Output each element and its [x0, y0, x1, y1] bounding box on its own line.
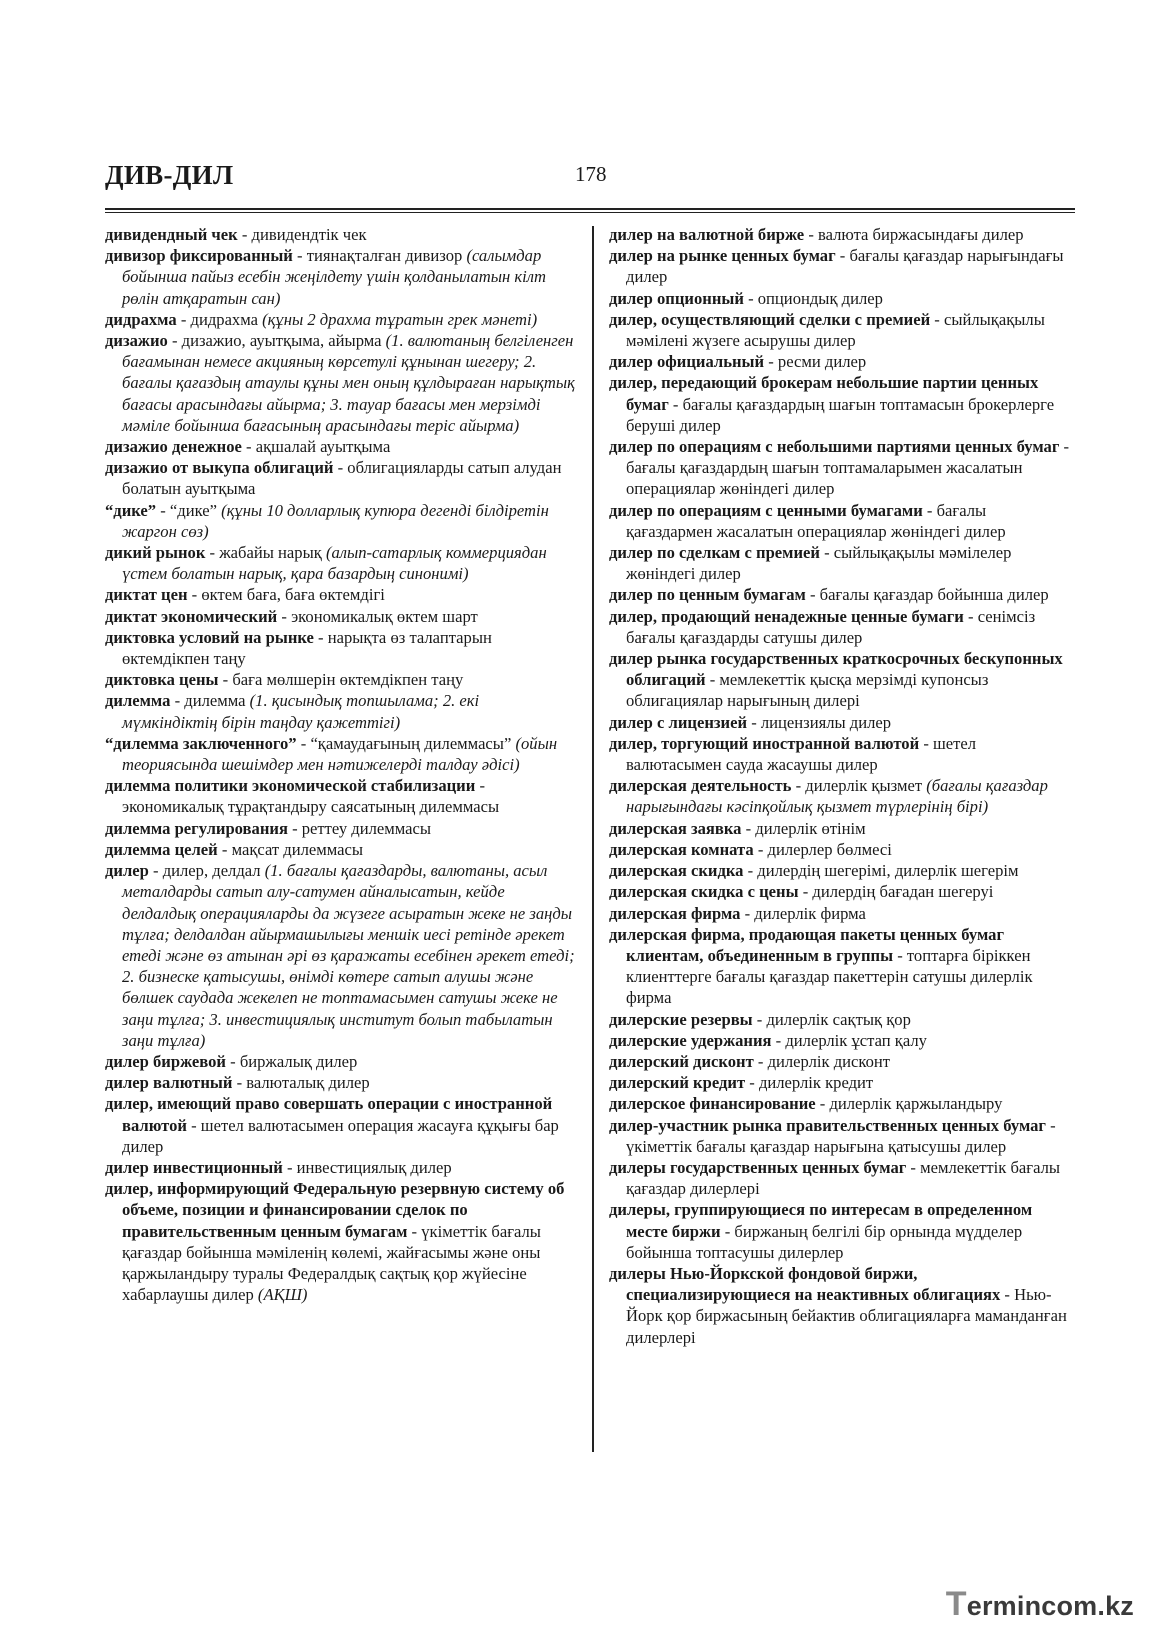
dictionary-entry	[105, 606, 575, 627]
entry-term: диктат экономический	[105, 606, 278, 626]
entry-separator: -	[232, 1073, 247, 1093]
entry-separator: -	[292, 246, 307, 266]
entry-term: дилер	[105, 861, 149, 881]
entry-note: (құны 10 долларлық купюра дегенді білдіретін жаргон сөз)	[122, 500, 549, 541]
entry-separator: -	[740, 903, 755, 923]
dictionary-entry	[609, 775, 1075, 817]
termincom-logo: Termincom.kz	[945, 1585, 1134, 1623]
header-rule	[105, 208, 1075, 210]
column-divider	[592, 226, 594, 1452]
entry-definition: сыйлықақылы мәмілені жүзеге асырушы дилер	[626, 309, 1045, 351]
entry-definition: “қамаудағының дилеммасы”	[310, 733, 516, 753]
entry-separator: -	[282, 1157, 297, 1177]
dictionary-entry	[609, 1263, 1075, 1348]
dictionary-entry	[105, 457, 575, 499]
entry-separator: -	[186, 1115, 201, 1135]
entry-term: дилер инвестиционный	[105, 1157, 283, 1177]
entry-term: дилерская фирма	[609, 903, 741, 923]
entry-note: (алып-сатарлық коммерциядан үстем болатын нарық, қара базардың синонимі)	[122, 543, 547, 584]
entry-definition: шетел валютасымен сауда жасаушы дилер	[626, 733, 977, 775]
entry-term: дилерское финансирование	[609, 1094, 816, 1114]
entry-note: (ойын теориясында шешімдер мен нәтижелерді талдау әдісі)	[122, 733, 558, 775]
entry-term: “дике”	[105, 500, 157, 520]
dictionary-entry	[609, 584, 1075, 605]
entry-definition: мемлекеттік бағалы қағаздар дилерлері	[626, 1157, 1061, 1199]
entry-separator: -	[798, 882, 813, 902]
entry-definition: ақшалай ауытқыма	[255, 437, 391, 457]
dictionary-entry	[105, 818, 575, 839]
entry-term: дилер по сделкам с премией	[609, 543, 820, 563]
entry-separator: -	[835, 246, 850, 266]
entry-definition: дилердің бағадан шегеруі	[812, 882, 994, 902]
entry-note: (1. қисындық топшылама; 2. екі мүмкіндіктің бірін таңдау қажеттігі)	[122, 691, 480, 732]
entry-separator: -	[752, 1009, 767, 1029]
entry-term: диктовка цены	[105, 670, 219, 690]
dictionary-entry	[105, 542, 575, 584]
entry-term: дилерская скидка	[609, 861, 744, 881]
entry-term: дилерский кредит	[609, 1073, 746, 1093]
entry-term: дилер с лицензией	[609, 712, 748, 732]
dictionary-entry	[105, 627, 575, 669]
entry-definition: бағалы қағаздар нарығындағы дилер	[626, 246, 1064, 287]
page-number: 178	[575, 162, 607, 186]
entry-definition: экономикалық өктем шарт	[291, 606, 478, 626]
entry-definition: “дике”	[169, 500, 222, 520]
entry-definition: өктем баға, баға өктемдігі	[201, 585, 385, 605]
entry-term: дилерская фирма, продающая пакеты ценных бумаг клиентам, объединенным в группы	[609, 924, 1005, 965]
entry-definition: дилерлер бөлмесі	[767, 839, 892, 859]
entry-separator: -	[1000, 1285, 1015, 1305]
entry-separator: -	[805, 585, 820, 605]
dictionary-entry	[609, 839, 1075, 860]
entry-definition: бағалы қағаздардың шағын топтамаларымен жасалатын операциялар жөніндегі дилер	[626, 458, 1023, 499]
dictionary-entry	[105, 839, 575, 860]
entry-definition: дилерлік қызмет	[805, 776, 927, 796]
entry-separator: -	[170, 691, 185, 711]
dictionary-entry	[105, 436, 575, 457]
left-column	[105, 224, 575, 1305]
entry-separator: -	[819, 543, 834, 563]
entry-definition: дилерлік сақтық қор	[766, 1009, 911, 1029]
entry-definition: мақсат дилеммасы	[231, 839, 364, 859]
dictionary-entry	[105, 1072, 575, 1093]
entry-definition: лицензиялы дилер	[760, 712, 892, 732]
entry-term: дилемма регулирования	[105, 818, 288, 838]
entry-separator: -	[753, 1051, 768, 1071]
entry-definition: дилер, делдал	[162, 861, 265, 881]
entry-definition: шетел валютасымен операция жасауға құқығы бар дилер	[122, 1115, 559, 1156]
entry-term: дилер, информирующий Федеральную резервную систему об объеме, позиции и финансировании сделок по правительственным ценным бумагам	[105, 1179, 565, 1241]
entry-note: (құны 2 драхма тұратын грек мәнеті)	[262, 309, 538, 329]
entry-separator: -	[148, 861, 163, 881]
dictionary-entry	[609, 818, 1075, 839]
entry-term: дидрахма	[105, 309, 177, 329]
entry-term: дилерские резервы	[609, 1009, 753, 1029]
entry-separator: -	[815, 1094, 830, 1114]
entry-separator: -	[475, 776, 485, 796]
entry-separator: -	[313, 627, 328, 647]
entry-term: дилемма	[105, 691, 171, 711]
entry-definition: биржаның белгілі бір орнында мүдделер бойынша топтасушы дилерлер	[626, 1221, 1023, 1262]
dictionary-entry	[609, 245, 1075, 287]
entry-term: дилер официальный	[609, 352, 765, 372]
entry-definition: үкіметтік бағалы қағаздар нарығына қатысушы дилер	[626, 1136, 1007, 1156]
entry-separator: -	[176, 309, 191, 329]
dictionary-entry	[609, 712, 1075, 733]
dictionary-entry	[105, 1157, 575, 1178]
header-rule-thin	[105, 212, 1075, 213]
entry-separator: -	[237, 225, 252, 244]
entry-definition: дилерлік дисконт	[767, 1051, 891, 1071]
entry-separator: -	[277, 606, 292, 626]
entry-separator: -	[205, 543, 220, 563]
entry-definition: үкіметтік бағалы қағаздар бойынша мәміленің көлемі, жайғасымы және оны қаржыландыру туралы Федералдық сақтық қор жүйесіне хабарлаушы дилер	[122, 1221, 541, 1305]
entry-term: дилер, передающий брокерам небольшие партии ценных бумаг	[609, 373, 1039, 414]
entry-term: дилерская деятельность	[609, 776, 792, 796]
dictionary-entry	[105, 330, 575, 436]
entry-term: дилерские удержания	[609, 1030, 772, 1050]
entry-separator: -	[668, 394, 683, 414]
entry-term: дилеры Нью-Йоркской фондовой биржи, специализирующиеся на неактивных облигациях	[609, 1263, 1001, 1305]
entry-separator: -	[753, 839, 768, 859]
entry-definition: валюта биржасындағы дилер	[818, 225, 1024, 244]
entry-term: дилемма политики экономической стабилизации	[105, 776, 476, 796]
entry-term: дилеры, группирующиеся по интересам в определенном месте биржи	[609, 1200, 1033, 1241]
entry-definition: топтарға біріккен клиенттерге бағалы қағаздар пакеттерін сатушы дилерлік фирма	[626, 945, 1033, 1008]
entry-separator: -	[705, 670, 720, 690]
entry-term: “дилемма заключенного”	[105, 733, 297, 753]
dictionary-entry	[609, 1009, 1075, 1030]
dictionary-entry	[609, 1030, 1075, 1051]
entry-definition: реттеу дилеммасы	[301, 818, 432, 838]
dictionary-entry	[105, 245, 575, 309]
dictionary-entry	[609, 1157, 1075, 1199]
entry-term: дилер биржевой	[105, 1051, 226, 1071]
dictionary-entry	[105, 1051, 575, 1072]
entry-term: дилер, имеющий право совершать операции с иностранной валютой	[105, 1094, 553, 1135]
entry-definition: облигацияларды сатып алудан болатын ауытқыма	[122, 458, 562, 499]
dictionary-entry	[609, 288, 1075, 309]
entry-definition: баға мөлшерін өктемдікпен таңу	[232, 670, 464, 690]
entry-term: дилер, торгующий иностранной валютой	[609, 733, 920, 753]
entry-definition: мемлекеттік қысқа мерзімді купонсыз облигациялар нарығының дилері	[626, 670, 989, 711]
entry-definition: дилерлік фирма	[754, 903, 866, 923]
entry-separator: -	[217, 839, 232, 859]
entry-term: дилер рынка государственных краткосрочных бескупонных облигаций	[609, 649, 1063, 690]
entry-definition: тиянақталған дивизор	[306, 246, 467, 266]
dictionary-entry	[105, 690, 575, 732]
entry-separator: -	[747, 712, 761, 732]
entry-definition: дилемма	[184, 691, 250, 711]
entry-definition: бағалы қағаздар бойынша дилер	[819, 585, 1049, 605]
dictionary-entry	[609, 903, 1075, 924]
entry-separator: -	[745, 1073, 759, 1093]
entry-definition: сенімсіз бағалы қағаздарды сатушы дилер	[626, 606, 1036, 647]
entry-separator: -	[930, 309, 944, 329]
dictionary-entry	[105, 1093, 575, 1157]
entry-separator: -	[743, 861, 758, 881]
entry-separator: -	[963, 606, 978, 626]
right-column	[609, 224, 1075, 1348]
entry-separator: -	[743, 288, 758, 308]
entry-term: дилерский дисконт	[609, 1051, 754, 1071]
dictionary-entry	[609, 351, 1075, 372]
entry-term: дивидендный чек	[105, 225, 238, 244]
dictionary-entry	[609, 1115, 1075, 1157]
entry-separator: -	[906, 1157, 921, 1177]
dictionary-entry	[105, 733, 575, 775]
entry-definition: дилерлік өтінім	[755, 818, 866, 838]
entry-definition: дилердің шегерімі, дилерлік шегерім	[757, 861, 1019, 881]
entry-term: дизажио	[105, 331, 168, 351]
entry-separator: -	[156, 500, 170, 520]
dictionary-entry	[105, 1178, 575, 1305]
entry-term: дилерская комната	[609, 839, 754, 859]
entry-term: дилер-участник рынка правительственных ценных бумаг	[609, 1115, 1046, 1135]
entry-separator: -	[922, 500, 937, 520]
entry-separator: -	[167, 331, 182, 351]
entry-note: (1. валютаның белгіленген бағамынан немесе акцияның көрсетулі құнынан шегеру; 2. бағалы қағаздың атаулы құны мен оның құлдыраған нарықтық бағасы арасындағы айырма; 3. тауар бағасы мен мерзімді мәміле бойынша бағасының арасындағы теріс айырма)	[122, 331, 575, 435]
entry-term: дикий рынок	[105, 543, 206, 563]
dictionary-entry	[609, 881, 1075, 902]
dictionary-entry	[609, 648, 1075, 712]
entry-term: дилер, продающий ненадежные ценные бумаги	[609, 606, 964, 626]
dictionary-entry	[105, 309, 575, 330]
dictionary-entry	[609, 309, 1075, 351]
page-header	[105, 160, 1075, 210]
entry-separator: -	[296, 733, 311, 753]
entry-note: (салымдар бойынша пайыз есебін жеңілдету үшін қолданылатын кілт рөлін атқаратын сан)	[122, 246, 546, 308]
entry-term: дивизор фиксированный	[105, 246, 293, 266]
entry-term: диктат цен	[105, 585, 188, 605]
entry-definition: дилерлік кредит	[758, 1073, 874, 1093]
entry-definition: ресми дилер	[777, 352, 867, 372]
dictionary-entry	[609, 1051, 1075, 1072]
entry-separator: -	[791, 776, 806, 796]
entry-definition: нарықта өз талаптарын өктемдікпен таңу	[122, 627, 492, 669]
entry-definition: дизажио, ауытқыма, айырма	[181, 331, 386, 351]
dictionary-entry	[609, 1199, 1075, 1263]
entry-definition: инвестициялық дилер	[296, 1157, 452, 1177]
dictionary-entry	[609, 500, 1075, 542]
entry-term: дилерская скидка с цены	[609, 882, 799, 902]
entry-definition: сыйлықақылы мәмілелер жөніндегі дилер	[626, 543, 1012, 584]
dictionary-entry	[609, 733, 1075, 775]
entry-separator: -	[893, 945, 907, 965]
entry-note: (бағалы қағаздар нарығындағы кәсіпқойлық қызмет түрлерінің бірі)	[626, 776, 1048, 817]
entry-definition: бағалы қағаздардың шағын топтамасын брокерлерге беруші дилер	[626, 394, 1055, 435]
entry-separator: -	[764, 352, 778, 372]
section-title: ДИВ-ДИЛ	[105, 160, 234, 190]
entry-definition: биржалық дилер	[239, 1051, 358, 1071]
entry-term: дизажио денежное	[105, 437, 242, 457]
entry-separator: -	[187, 585, 202, 605]
entry-definition: дивидендтік чек	[251, 225, 367, 244]
entry-separator: -	[225, 1051, 240, 1071]
entry-term: дилер валютный	[105, 1073, 233, 1093]
dictionary-entry	[105, 669, 575, 690]
entry-term: дилер по операциям с небольшими партиями ценных бумаг	[609, 437, 1060, 457]
entry-definition: дилерлік ұстап қалу	[785, 1030, 927, 1050]
entry-term: дилер опционный	[609, 288, 744, 308]
entry-separator: -	[720, 1221, 735, 1241]
entry-separator: -	[333, 458, 348, 478]
dictionary-entry	[609, 1072, 1075, 1093]
dictionary-entry	[609, 542, 1075, 584]
entry-definition: дилерлік қаржыландыру	[829, 1094, 1003, 1114]
entry-term: дилеры государственных ценных бумаг	[609, 1157, 907, 1177]
dictionary-entry	[105, 584, 575, 605]
entry-separator: -	[218, 670, 233, 690]
entry-term: дизажио от выкупа облигаций	[105, 458, 334, 478]
entry-definition: экономикалық тұрақтандыру саясатының дилеммасы	[122, 797, 500, 817]
dictionary-entry	[609, 606, 1075, 648]
dictionary-entry	[609, 372, 1075, 436]
entry-separator: -	[1059, 437, 1070, 457]
entry-term: дилер на валютной бирже	[609, 225, 805, 244]
entry-separator: -	[741, 818, 756, 838]
entry-term: дилерская заявка	[609, 818, 742, 838]
entry-separator: -	[241, 437, 256, 457]
entry-separator: -	[287, 818, 302, 838]
entry-separator: -	[407, 1221, 422, 1241]
entry-note: (АҚШ)	[257, 1285, 308, 1305]
entry-term: дилер на рынке ценных бумаг	[609, 246, 836, 266]
entry-definition: бағалы қағаздармен жасалатын операциялар жөніндегі дилер	[626, 500, 1006, 541]
dictionary-entry	[105, 775, 575, 817]
dictionary-entry	[105, 224, 575, 245]
entry-definition: валюталық дилер	[246, 1073, 370, 1093]
entry-definition: Нью-Йорк қор биржасының бейактив облигацияларға маманданған дилерлері	[626, 1285, 1067, 1347]
dictionary-entry	[105, 500, 575, 542]
entry-term: дилемма целей	[105, 839, 218, 859]
entry-term: дилер, осуществляющий сделки с премией	[609, 309, 931, 329]
entry-note: (1. бағалы қағаздарды, валютаны, асыл металдарды сатып алу-сатумен айналысатын, кейде делдалдық операцияларды да жүзеге асыратын жеке не заңды тұлға; делдалдан айырмашылығы меншік иесі ретінде әрекет етеді және өз атынан әрі өз қаражаты есебінен әрекет етеді; 2. бизнеске қатысушы, өнімді көтере сатып алушы және бөлшек саудада жекелеп не топтамасымен сатушы жеке не заңи тұлға; 3. инвестициялық институт болып табылатын заңи тұлға)	[122, 861, 575, 1050]
entry-separator: -	[804, 225, 818, 244]
dictionary-entry	[105, 860, 575, 1051]
dictionary-entry	[609, 1093, 1075, 1114]
entry-definition: опциондық дилер	[757, 288, 883, 308]
entry-definition: жабайы нарық	[219, 543, 326, 563]
dictionary-entry	[609, 924, 1075, 1009]
entry-term: диктовка условий на рынке	[105, 627, 314, 647]
dictionary-entry	[609, 224, 1075, 245]
dictionary-entry	[609, 436, 1075, 500]
entry-term: дилер по операциям с ценными бумагами	[609, 500, 923, 520]
entry-separator: -	[919, 733, 933, 753]
entry-definition: дидрахма	[190, 309, 263, 329]
entry-term: дилер по ценным бумагам	[609, 585, 806, 605]
dictionary-entry	[609, 860, 1075, 881]
entry-separator: -	[1045, 1115, 1056, 1135]
entry-separator: -	[771, 1030, 786, 1050]
